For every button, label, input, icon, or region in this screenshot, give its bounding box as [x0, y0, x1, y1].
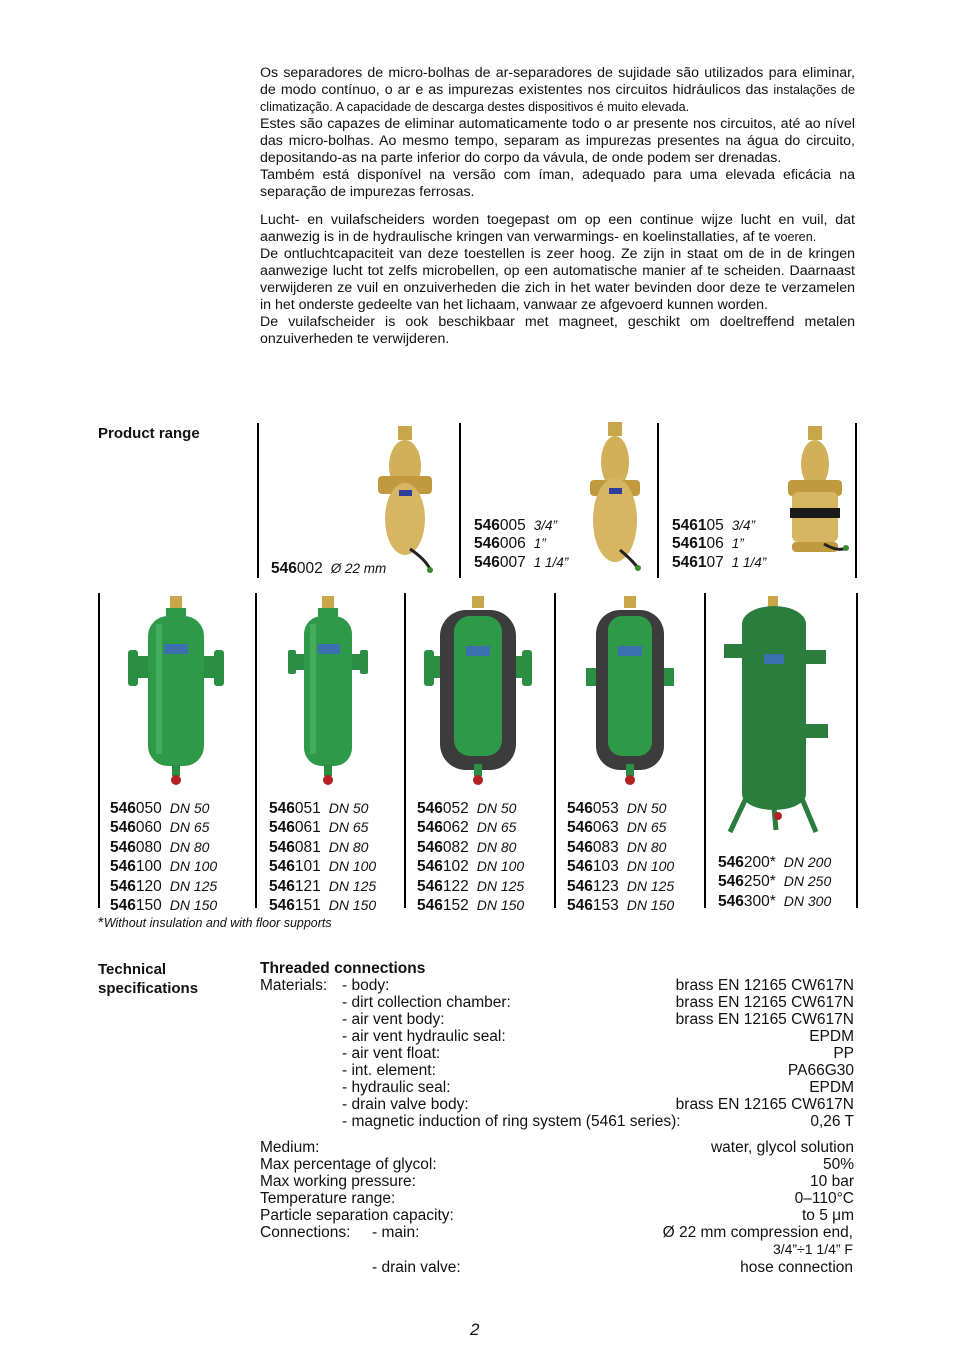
code-suffix: 005 — [499, 517, 526, 534]
code-list — [567, 799, 674, 915]
spec-name: Max working pressure: — [260, 1173, 416, 1190]
code-size: DN 50 — [328, 800, 369, 816]
code-size: DN 200 — [783, 854, 832, 870]
code-size: DN 65 — [626, 819, 667, 836]
code-size: DN 50 — [476, 800, 517, 816]
spec-value: brass EN 12165 CW617N — [675, 994, 854, 1011]
spec-value: brass EN 12165 CW617N — [675, 1096, 854, 1113]
spec-value: brass EN 12165 CW617N — [675, 1011, 854, 1028]
code-prefix: 546 — [417, 838, 443, 856]
code-size: 1 1/4” — [731, 554, 767, 570]
nl-paragraph-3: De vuilafscheider is ook beschikbaar met magneet, geschikt om doeltreffend metalen onzuiverheden te verwijderen. — [260, 314, 855, 347]
spec-row — [260, 1028, 854, 1045]
drain-valve-label: - drain valve: — [372, 1259, 461, 1276]
code-suffix: 006 — [499, 535, 526, 553]
code-size: DN 100 — [169, 858, 218, 875]
code-prefix: 546 — [474, 517, 500, 534]
product-code — [718, 872, 831, 891]
divider — [459, 423, 461, 578]
code-size: DN 125 — [169, 877, 218, 894]
spec-value: EPDM — [809, 1079, 854, 1096]
product-code — [271, 560, 386, 578]
divider — [404, 593, 406, 908]
product-code — [110, 818, 217, 837]
code-prefix: 546 — [567, 819, 593, 837]
spec-row — [260, 1156, 854, 1173]
code-suffix: 101 — [294, 858, 321, 876]
code-prefix: 546 — [269, 858, 295, 876]
footnote: *Without insulation and with floor supports — [98, 914, 332, 931]
spec-value: 0–110°C — [794, 1190, 854, 1207]
code-size: DN 150 — [626, 897, 675, 914]
code-size: 3/4” — [731, 518, 755, 533]
spec-value: PA66G30 — [787, 1062, 854, 1079]
code-list — [417, 799, 524, 915]
code-suffix: 002 — [296, 560, 323, 577]
code-prefix: 5461 — [672, 553, 707, 571]
spec-value: 50% — [822, 1156, 854, 1173]
code-list — [474, 517, 568, 572]
pt-paragraph-2: Estes são capazes de eliminar automaticamente todo o ar presente nos circuitos, até ao nível das micro-bolhas. Ao mesmo tempo, separam as impurezas presentes na água do circuito, depositando-as na parte inferior do corpo da vávula, de onde podem ser drenadas. — [260, 116, 855, 166]
brass-magnetic-separator-image — [780, 424, 850, 574]
code-size: DN 50 — [626, 800, 667, 816]
code-suffix: 061 — [294, 819, 321, 837]
code-size: DN 250 — [783, 873, 832, 890]
code-size: 1” — [533, 536, 546, 552]
code-suffix: 102 — [442, 858, 469, 876]
spec-name: Medium: — [260, 1139, 320, 1156]
code-size: DN 100 — [476, 858, 525, 875]
code-suffix: 06 — [706, 535, 724, 553]
nl-paragraph-2: De ontluchtcapaciteit van deze toestellen is zeer hoog. Ze zijn in staat om de in de kringen aanwezige lucht tot zelfs microbellen, op een automatische manier af te scheiden. Daarnaast verwijderen ze vuil en onzuiverheden die zich in het water bevinden door deze te verzamelen in het onderste gedeelte van het lichaam, vanwaar ze afgevoerd kunnen worden. — [260, 246, 855, 313]
spec-row — [260, 1011, 854, 1028]
brass-separator-image — [580, 420, 650, 570]
code-prefix: 546 — [110, 858, 136, 876]
code-suffix: 07 — [706, 553, 724, 571]
large-separator-image — [724, 594, 844, 834]
drain-valve-value: hose connection — [740, 1259, 853, 1276]
divider — [855, 423, 857, 578]
code-prefix: 546 — [417, 897, 443, 915]
code-prefix: 546 — [718, 854, 744, 871]
spec-name: - air vent hydraulic seal: — [342, 1028, 506, 1045]
code-prefix: 546 — [269, 800, 295, 817]
green-separator-image — [278, 594, 378, 789]
spec-name: - body: — [342, 977, 390, 994]
spec-value: 0,26 T — [810, 1113, 854, 1130]
code-prefix: 546 — [567, 858, 593, 876]
insulated-separator-image — [424, 594, 534, 789]
product-code — [269, 838, 376, 857]
product-code — [567, 877, 674, 896]
code-suffix: 121 — [294, 877, 321, 895]
spec-name: - air vent body: — [342, 1011, 445, 1028]
product-code — [417, 818, 524, 837]
code-suffix: 063 — [592, 819, 619, 837]
code-suffix: 083 — [592, 838, 619, 856]
code-prefix: 546 — [269, 897, 295, 915]
insulated-separator-image — [580, 594, 680, 789]
code-size: DN 65 — [476, 819, 517, 836]
spec-name: - magnetic induction of ring system (5461 series): — [342, 1113, 681, 1130]
code-prefix: 546 — [567, 877, 593, 895]
code-size: DN 80 — [626, 838, 667, 855]
code-prefix: 546 — [718, 892, 744, 910]
code-list — [718, 853, 831, 911]
spec-row — [260, 1173, 854, 1190]
divider — [554, 593, 556, 908]
product-code — [110, 877, 217, 896]
product-code — [269, 896, 376, 915]
main-connection-label: - main: — [372, 1224, 420, 1241]
code-prefix: 546 — [110, 838, 136, 856]
spec-name: - drain valve body: — [342, 1096, 469, 1113]
code-size: 1 1/4” — [533, 554, 569, 570]
code-list — [672, 517, 766, 572]
tech-spec-label: Technical specifications — [98, 961, 199, 997]
green-separator-image — [126, 594, 226, 789]
code-prefix: 5461 — [672, 517, 707, 534]
code-prefix: 546 — [110, 819, 136, 837]
code-list — [110, 799, 217, 915]
code-prefix: 546 — [567, 838, 593, 856]
code-size: DN 65 — [169, 819, 210, 836]
code-suffix: 120 — [135, 877, 162, 895]
code-prefix: 546 — [110, 897, 136, 915]
product-code — [718, 892, 831, 911]
product-code — [269, 799, 376, 818]
spec-value: EPDM — [809, 1028, 854, 1045]
product-code — [474, 554, 568, 572]
code-suffix: 150 — [135, 897, 162, 915]
code-suffix: 080 — [135, 838, 162, 856]
pt-paragraph-3: Também está disponível na versão com íman, adequado para uma elevada eficácia na separação de impurezas ferrosas. — [260, 167, 855, 200]
product-code — [110, 838, 217, 857]
intro-text — [260, 65, 855, 348]
code-suffix: 153 — [592, 897, 619, 915]
code-size: DN 300 — [783, 892, 832, 909]
code-prefix: 546 — [567, 897, 593, 915]
code-size: DN 125 — [476, 877, 525, 894]
product-code — [474, 535, 568, 553]
spec-row — [260, 1207, 854, 1224]
product-code — [417, 877, 524, 896]
spec-row — [260, 1190, 854, 1207]
product-code — [269, 818, 376, 837]
code-size: DN 125 — [626, 877, 675, 894]
spec-row — [260, 1079, 854, 1096]
product-code — [567, 818, 674, 837]
spec-name: Temperature range: — [260, 1190, 396, 1207]
code-prefix: 546 — [269, 819, 295, 837]
product-code — [672, 517, 766, 535]
product-code — [417, 857, 524, 876]
code-suffix: 151 — [294, 897, 321, 915]
divider — [657, 423, 659, 578]
code-size: Ø 22 mm — [330, 561, 387, 576]
page-number: 2 — [470, 1320, 480, 1339]
spec-value: PP — [833, 1045, 854, 1062]
code-prefix: 546 — [567, 800, 593, 817]
spec-value: 10 bar — [810, 1173, 854, 1190]
spec-name: Particle separation capacity: — [260, 1207, 454, 1224]
code-size: DN 125 — [328, 877, 377, 894]
code-prefix: 546 — [110, 877, 136, 895]
code-suffix: 300* — [743, 892, 776, 910]
code-size: DN 150 — [169, 897, 218, 914]
code-size: 3/4” — [533, 518, 558, 533]
code-suffix: 152 — [442, 897, 469, 915]
divider — [98, 593, 100, 908]
divider — [257, 423, 259, 578]
code-prefix: 546 — [474, 535, 500, 553]
code-prefix: 546 — [110, 800, 136, 817]
code-prefix: 546 — [417, 819, 443, 837]
code-prefix: 546 — [269, 877, 295, 895]
code-suffix: 062 — [442, 819, 469, 837]
code-size: DN 100 — [328, 858, 377, 875]
code-size: DN 150 — [328, 897, 377, 914]
code-suffix: 122 — [442, 877, 469, 895]
code-suffix: 05 — [706, 517, 724, 534]
code-prefix: 546 — [417, 858, 443, 876]
code-suffix: 007 — [499, 553, 526, 571]
spec-row — [260, 1062, 854, 1079]
code-prefix: 546 — [271, 560, 297, 577]
code-size: DN 65 — [328, 819, 369, 836]
code-suffix: 200* — [743, 854, 776, 871]
threaded-connections-heading: Threaded connections — [260, 960, 426, 977]
spec-row — [260, 1096, 854, 1113]
code-list — [271, 560, 386, 578]
spec-name: - hydraulic seal: — [342, 1079, 451, 1096]
spec-name: - dirt collection chamber: — [342, 994, 511, 1011]
code-suffix: 050 — [135, 800, 162, 817]
product-code — [672, 554, 766, 572]
product-code — [417, 838, 524, 857]
code-suffix: 052 — [442, 800, 469, 817]
spec-row — [260, 1113, 854, 1130]
spec-name: Max percentage of glycol: — [260, 1156, 437, 1173]
spec-value: water, glycol solution — [710, 1139, 854, 1156]
code-prefix: 546 — [417, 877, 443, 895]
code-prefix: 5461 — [672, 535, 707, 553]
product-code — [672, 535, 766, 553]
code-suffix: 123 — [592, 877, 619, 895]
product-code — [269, 877, 376, 896]
divider — [856, 593, 858, 908]
code-suffix: 060 — [135, 819, 162, 837]
spec-row — [260, 1045, 854, 1062]
product-code — [567, 838, 674, 857]
spec-row — [260, 994, 854, 1011]
code-suffix: 053 — [592, 800, 619, 817]
code-suffix: 082 — [442, 838, 469, 856]
product-code — [110, 799, 217, 818]
spec-value: brass EN 12165 CW617N — [675, 977, 854, 994]
code-suffix: 103 — [592, 858, 619, 876]
product-code — [474, 517, 568, 535]
code-suffix: 081 — [294, 838, 321, 856]
connections-label: Connections: — [260, 1224, 351, 1241]
main-connection-value: Ø 22 mm compression end, 3/4”÷1 1/4” F — [662, 1224, 853, 1257]
product-code — [567, 857, 674, 876]
spec-value: to 5 μm — [801, 1207, 854, 1224]
code-prefix: 546 — [417, 800, 443, 817]
code-size: DN 100 — [626, 858, 675, 875]
spec-name: - air vent float: — [342, 1045, 441, 1062]
code-suffix: 051 — [294, 800, 321, 817]
code-suffix: 100 — [135, 858, 162, 876]
code-size: DN 50 — [169, 800, 210, 816]
code-prefix: 546 — [718, 873, 744, 891]
code-size: DN 80 — [476, 838, 517, 855]
code-prefix: 546 — [474, 553, 500, 571]
product-code — [417, 799, 524, 818]
code-suffix: 250* — [743, 873, 776, 891]
product-code — [110, 896, 217, 915]
product-code — [718, 853, 831, 872]
product-range-label: Product range — [98, 425, 200, 442]
code-size: DN 80 — [328, 838, 369, 855]
materials-label: Materials: — [260, 977, 328, 994]
product-code — [110, 857, 217, 876]
divider — [704, 593, 706, 908]
spec-row — [260, 1139, 854, 1156]
spec-row — [260, 977, 854, 994]
nl-paragraph-1: Lucht- en vuilafscheiders worden toegepast om op een continue wijze lucht en vuil, dat aanwezig is in de hydraulische kringen van verwarmings- en koelinstallaties, af te voeren. — [260, 212, 855, 245]
brass-separator-image — [370, 424, 440, 574]
code-prefix: 546 — [269, 838, 295, 856]
product-code — [417, 896, 524, 915]
spec-name: - int. element: — [342, 1062, 436, 1079]
product-code — [269, 857, 376, 876]
pt-paragraph-1: Os separadores de micro-bolhas de ar-separadores de sujidade são utilizados para eliminar, de modo contínuo, o ar e as impurezas existentes nos circuitos hidráulicos das instalações de climatização. A capacidade de descarga destes dispositivos é muito elevada. — [260, 65, 856, 114]
code-size: 1” — [731, 536, 744, 552]
product-code — [567, 799, 674, 818]
code-size: DN 150 — [476, 897, 525, 914]
divider — [255, 593, 257, 908]
code-size: DN 80 — [169, 838, 210, 855]
code-list — [269, 799, 376, 915]
product-code — [567, 896, 674, 915]
